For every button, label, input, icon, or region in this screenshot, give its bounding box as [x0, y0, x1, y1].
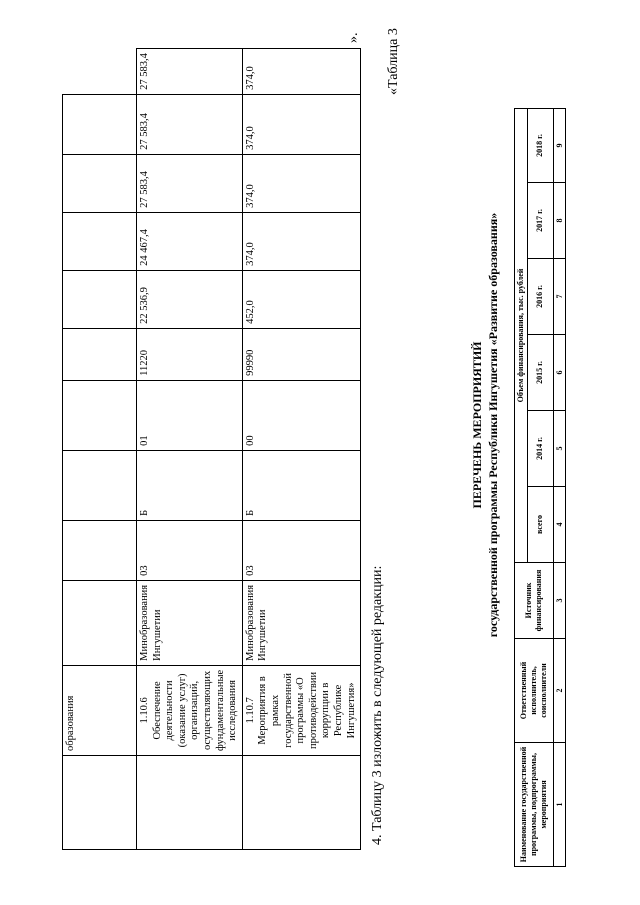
header-year: 2014 г. — [527, 411, 553, 487]
header-volume: Объем финансирования, тыс. рублей — [515, 109, 528, 563]
header-year: 2015 г. — [527, 335, 553, 411]
column-number: 2 — [553, 639, 566, 743]
lower-table — [514, 108, 566, 867]
row-value: 374,0 — [242, 94, 360, 154]
closing-mark: ». — [346, 32, 361, 43]
table-cell — [63, 756, 137, 850]
table-ref: «Таблица 3 — [386, 28, 401, 95]
table-row — [515, 109, 528, 867]
column-number: 8 — [553, 183, 566, 259]
row-executor: Минобразования Ингушетии — [137, 580, 243, 665]
row-value: 27 583,4 — [137, 49, 243, 95]
row-code: Б — [137, 450, 243, 520]
row-code: 11220 — [137, 328, 243, 380]
column-number: 5 — [553, 411, 566, 487]
table-row — [63, 49, 137, 850]
row-code: 99990 — [242, 328, 360, 380]
header-year: 2016 г. — [527, 259, 553, 335]
row-executor: Минобразования Ингушетии — [242, 580, 360, 665]
row-value: 27 583,4 — [137, 154, 243, 212]
table-row — [137, 49, 243, 850]
header-source: Источник финансирования — [515, 563, 554, 639]
list-subtitle: государственной программы Республики Ингушетия «Развитие образования» — [486, 212, 500, 638]
column-number: 7 — [553, 259, 566, 335]
row-value: 24 467,4 — [137, 212, 243, 270]
row-code: 03 — [137, 520, 243, 580]
column-number: 6 — [553, 335, 566, 411]
row-code: Б — [242, 450, 360, 520]
row-name: 1.10.7 Мероприятия в рамках государственной программы «О противодействии коррупции в Республике Ингушетия» — [242, 665, 360, 755]
row-value: 374,0 — [242, 49, 360, 95]
header-cell: образования — [63, 665, 137, 755]
row-value: 374,0 — [242, 212, 360, 270]
table-row — [553, 109, 566, 867]
column-number: 4 — [553, 487, 566, 563]
header-total: всего — [527, 487, 553, 563]
column-number: 3 — [553, 563, 566, 639]
row-name: 1.10.6 Обеспечение деятельности (оказание услуг) организаций, осуществляющих фундаментальные исследования — [137, 665, 243, 755]
row-value: 27 583,4 — [137, 94, 243, 154]
list-title: ПЕРЕЧЕНЬ МЕРОПРИЯТИЙ — [470, 341, 484, 509]
header-name: Наименование государственной программы, подпрограммы, мероприятия — [515, 743, 554, 867]
header-executor: Ответственный исполнитель, соисполнители — [515, 639, 554, 743]
row-value: 452,0 — [242, 270, 360, 328]
row-code: 03 — [242, 520, 360, 580]
row-code: 01 — [137, 380, 243, 450]
header-year: 2018 г. — [527, 109, 553, 183]
upper-table — [62, 48, 361, 850]
row-value: 22 536,9 — [137, 270, 243, 328]
header-year: 2017 г. — [527, 183, 553, 259]
table-row — [242, 49, 360, 850]
row-code: 00 — [242, 380, 360, 450]
instruction-text: 4. Таблицу 3 изложить в следующей редакции: — [370, 565, 385, 845]
row-value: 374,0 — [242, 154, 360, 212]
column-number: 9 — [553, 109, 566, 183]
column-number: 1 — [553, 743, 566, 867]
